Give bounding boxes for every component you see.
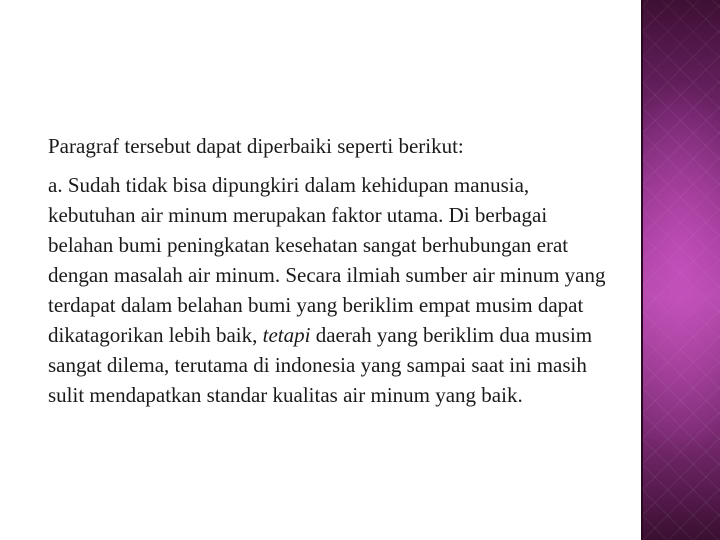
side-band-edge (641, 0, 643, 540)
paragraph-text-part-1: a. Sudah tidak bisa dipungkiri dalam kehidupan manusia, kebutuhan air minum merupakan faktor utama. Di berbagai belahan bumi peningkatan kesehatan sangat berhubungan erat dengan masalah air minum. Secara ilmiah sumber air minum yang terdapat dalam belahan bumi yang beriklim empat musim dapat dikatagorikan lebih baik, (48, 173, 606, 347)
italic-word: tetapi (262, 323, 311, 347)
slide-text-body (48, 131, 608, 410)
decorative-side-band (641, 0, 720, 540)
paragraph-text-part-2: daerah yang beriklim dua musim sangat dilema, terutama di indonesia yang sampai saat ini masih sulit mendapatkan standar kualitas air minum yang baik. (48, 323, 593, 407)
paragraph-a (48, 170, 608, 410)
intro-line: Paragraf tersebut dapat diperbaiki seperti berikut: (48, 134, 464, 158)
